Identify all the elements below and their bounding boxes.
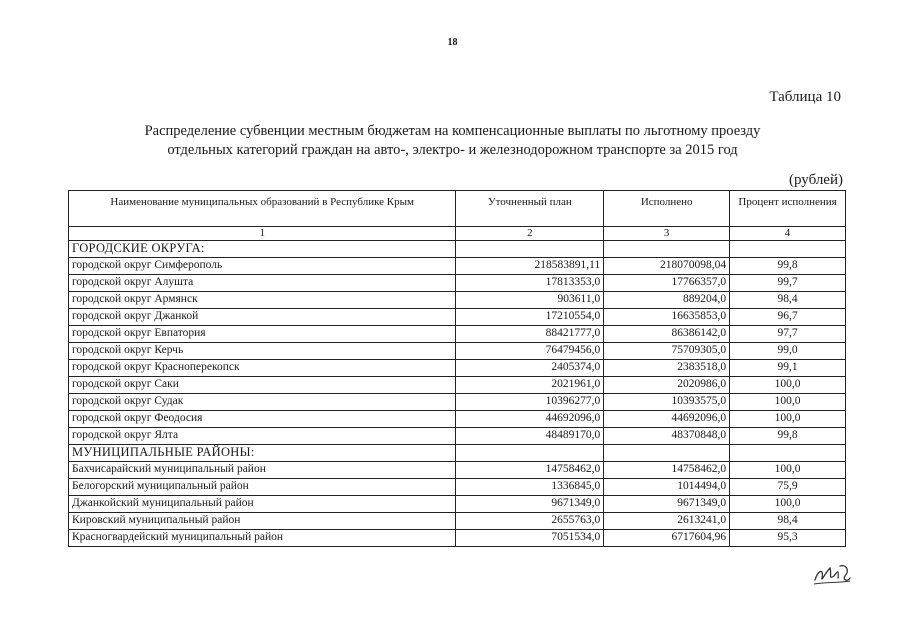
table-row xyxy=(69,275,846,292)
cell-name: городской округ Армянск xyxy=(69,292,456,309)
section-row-urban xyxy=(69,241,846,258)
table-row xyxy=(69,479,846,496)
cell-done: 48370848,0 xyxy=(604,428,730,445)
col-number-1: 1 xyxy=(69,227,456,241)
cell-pct: 100,0 xyxy=(730,462,846,479)
table-label: Таблица 10 xyxy=(769,89,841,105)
cell-pct: 99,0 xyxy=(730,343,846,360)
column-number-row xyxy=(69,227,846,241)
table-row xyxy=(69,462,846,479)
cell-done: 218070098,04 xyxy=(604,258,730,275)
cell-done: 44692096,0 xyxy=(604,411,730,428)
cell-pct: 96,7 xyxy=(730,309,846,326)
unit-label: (рублей) xyxy=(788,172,843,188)
cell-name: Белогорский муниципальный район xyxy=(69,479,456,496)
document-title xyxy=(60,122,845,160)
cell-name: городской округ Ялта xyxy=(69,428,456,445)
cell-name: городской округ Джанкой xyxy=(69,309,456,326)
cell-plan: 1336845,0 xyxy=(456,479,604,496)
cell-plan: 218583891,11 xyxy=(456,258,604,275)
cell-name: городской округ Феодосия xyxy=(69,411,456,428)
cell-plan: 903611,0 xyxy=(456,292,604,309)
header-plan: Уточненный план xyxy=(456,191,604,227)
cell-pct: 98,4 xyxy=(730,513,846,530)
cell-done: 75709305,0 xyxy=(604,343,730,360)
section-row-districts xyxy=(69,445,846,462)
cell-plan: 10396277,0 xyxy=(456,394,604,411)
table-row xyxy=(69,377,846,394)
table-row xyxy=(69,394,846,411)
cell-plan: 2021961,0 xyxy=(456,377,604,394)
cell-pct: 100,0 xyxy=(730,496,846,513)
cell-name: Бахчисарайский муниципальный район xyxy=(69,462,456,479)
cell-done: 1014494,0 xyxy=(604,479,730,496)
title-line-1: Распределение субвенции местным бюджетам на компенсационные выплаты по льготному проезду xyxy=(144,123,761,139)
header-row xyxy=(69,191,846,227)
cell-done: 14758462,0 xyxy=(604,462,730,479)
col-number-4: 4 xyxy=(730,227,846,241)
cell-plan: 7051534,0 xyxy=(456,530,604,547)
cell-pct: 98,4 xyxy=(730,292,846,309)
cell-name: Кировский муниципальный район xyxy=(69,513,456,530)
cell-pct: 100,0 xyxy=(730,394,846,411)
cell-name: Джанкойский муниципальный район xyxy=(69,496,456,513)
cell-pct: 100,0 xyxy=(730,411,846,428)
table-row xyxy=(69,411,846,428)
cell-done: 2020986,0 xyxy=(604,377,730,394)
cell-done: 86386142,0 xyxy=(604,326,730,343)
table-row xyxy=(69,428,846,445)
cell-plan: 17813353,0 xyxy=(456,275,604,292)
table-row xyxy=(69,292,846,309)
cell-pct: 97,7 xyxy=(730,326,846,343)
header-name: Наименование муниципальных образований в Республике Крым xyxy=(69,191,456,227)
cell-pct: 75,9 xyxy=(730,479,846,496)
cell-pct: 99,7 xyxy=(730,275,846,292)
cell-done: 2383518,0 xyxy=(604,360,730,377)
section-title-districts: МУНИЦИПАЛЬНЫЕ РАЙОНЫ: xyxy=(69,445,456,462)
cell-name: городской округ Алушта xyxy=(69,275,456,292)
cell-plan: 2405374,0 xyxy=(456,360,604,377)
cell-done: 10393575,0 xyxy=(604,394,730,411)
header-pct: Процент исполнения xyxy=(730,191,846,227)
cell-pct: 99,8 xyxy=(730,428,846,445)
cell-name: городской округ Евпатория xyxy=(69,326,456,343)
cell-name: городской округ Симферополь xyxy=(69,258,456,275)
table-row xyxy=(69,258,846,275)
cell-pct: 95,3 xyxy=(730,530,846,547)
cell-done: 16635853,0 xyxy=(604,309,730,326)
cell-done: 6717604,96 xyxy=(604,530,730,547)
cell-done: 17766357,0 xyxy=(604,275,730,292)
cell-plan: 14758462,0 xyxy=(456,462,604,479)
page-number: 18 xyxy=(447,37,458,48)
cell-done: 2613241,0 xyxy=(604,513,730,530)
table-row xyxy=(69,326,846,343)
cell-pct: 100,0 xyxy=(730,377,846,394)
handwritten-page-mark-icon xyxy=(812,560,852,586)
cell-pct: 99,1 xyxy=(730,360,846,377)
cell-done: 889204,0 xyxy=(604,292,730,309)
cell-plan: 88421777,0 xyxy=(456,326,604,343)
header-done: Исполнено xyxy=(604,191,730,227)
section-title-urban: ГОРОДСКИЕ ОКРУГА: xyxy=(69,241,456,258)
table-row xyxy=(69,513,846,530)
subvention-table xyxy=(68,190,846,547)
cell-pct: 99,8 xyxy=(730,258,846,275)
table-row xyxy=(69,496,846,513)
col-number-3: 3 xyxy=(604,227,730,241)
table-row xyxy=(69,343,846,360)
cell-plan: 17210554,0 xyxy=(456,309,604,326)
cell-done: 9671349,0 xyxy=(604,496,730,513)
cell-plan: 76479456,0 xyxy=(456,343,604,360)
cell-name: городской округ Красноперекопск xyxy=(69,360,456,377)
cell-plan: 9671349,0 xyxy=(456,496,604,513)
col-number-2: 2 xyxy=(456,227,604,241)
table-row xyxy=(69,530,846,547)
cell-plan: 2655763,0 xyxy=(456,513,604,530)
cell-name: Красногвардейский муниципальный район xyxy=(69,530,456,547)
cell-plan: 44692096,0 xyxy=(456,411,604,428)
table-row xyxy=(69,309,846,326)
cell-name: городской округ Судак xyxy=(69,394,456,411)
table-row xyxy=(69,360,846,377)
cell-plan: 48489170,0 xyxy=(456,428,604,445)
cell-name: городской округ Керчь xyxy=(69,343,456,360)
title-line-2: отдельных категорий граждан на авто-, электро- и железнодорожном транспорте за 2015 год xyxy=(167,142,738,158)
cell-name: городской округ Саки xyxy=(69,377,456,394)
